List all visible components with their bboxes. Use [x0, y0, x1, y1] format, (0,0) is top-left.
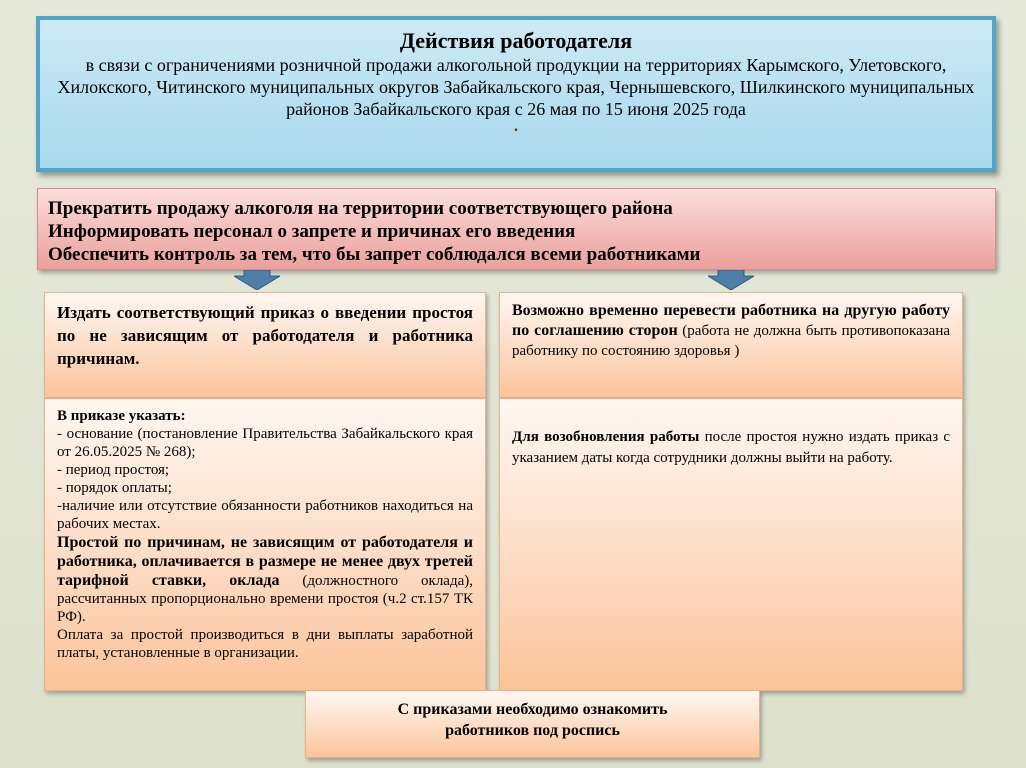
order-idle-panel — [44, 292, 486, 398]
acknowledge-line-2: работников под роспись — [445, 722, 620, 739]
pay-rule-bold: Простой по причинам, не зависящим от работодателя и работника, оплачивается в размере не менее двух третей тарифной ставки, оклада — [57, 534, 473, 589]
order-details-panel — [44, 398, 486, 691]
action-item: Обеспечить контроль за тем, что бы запрет соблюдался всеми работниками — [48, 244, 701, 265]
order-detail-item: - период простоя; — [57, 462, 170, 478]
order-detail-item: - основание (постановление Правительства Забайкальского края от 26.05.2025 № 268); — [57, 426, 473, 460]
header-panel — [36, 16, 996, 172]
transfer-bold: Возможно временно перевести работника на другую работу по соглашению сторон — [512, 302, 950, 339]
arrow-down-left-icon — [234, 270, 280, 290]
page-subtitle: в связи с ограничениями розничной продажи алкогольной продукции на территориях Карымского, Улетовского, Хилокского, Читинского муниципальных округов Забайкальского края, Чернышевского, Шилкинского муниципальных районов Забайкальского края с 26 мая по 15 июня 2025 года — [57, 55, 975, 119]
order-detail-item: -наличие или отсутствие обязанности работников находиться на рабочих местах. — [57, 498, 473, 532]
arrow-down-right-icon — [708, 270, 754, 290]
resume-work-panel — [499, 398, 963, 691]
acknowledge-line-1: С приказами необходимо ознакомить — [397, 701, 668, 718]
action-item: Прекратить продажу алкоголя на территории соответствующего района — [48, 198, 673, 219]
order-idle-text: Издать соответствующий приказ о введении простоя по не зависящим от работодателя и работника причинам. — [57, 303, 473, 368]
title-dot: . — [514, 118, 518, 135]
pay-days-text: Оплата за простой производиться в дни выплаты заработной платы, установленные в организации. — [57, 627, 473, 661]
pay-rule-text — [57, 533, 473, 626]
resume-work-normal: после простоя нужно издать приказ с указанием даты когда сотрудники должны выйти на работу. — [512, 429, 950, 466]
transfer-text — [512, 301, 950, 361]
resume-work-bold: Для возобновления работы — [512, 429, 700, 445]
order-detail-item: - порядок оплаты; — [57, 480, 172, 496]
acknowledge-panel — [305, 690, 760, 758]
transfer-panel — [499, 292, 963, 398]
actions-panel — [37, 188, 996, 270]
order-details-heading: В приказе указать: — [57, 408, 186, 424]
transfer-normal: (работа не должна быть противопоказана работнику по состоянию здоровья ) — [512, 323, 951, 359]
resume-work-text — [512, 427, 950, 469]
pay-rule-normal: (должностного оклада), рассчитанных пропорционально времени простоя (ч.2 ст.157 ТК РФ). — [57, 573, 473, 625]
action-item: Информировать персонал о запрете и причинах его введения — [48, 221, 576, 242]
page-title: Действия работодателя — [399, 28, 633, 53]
